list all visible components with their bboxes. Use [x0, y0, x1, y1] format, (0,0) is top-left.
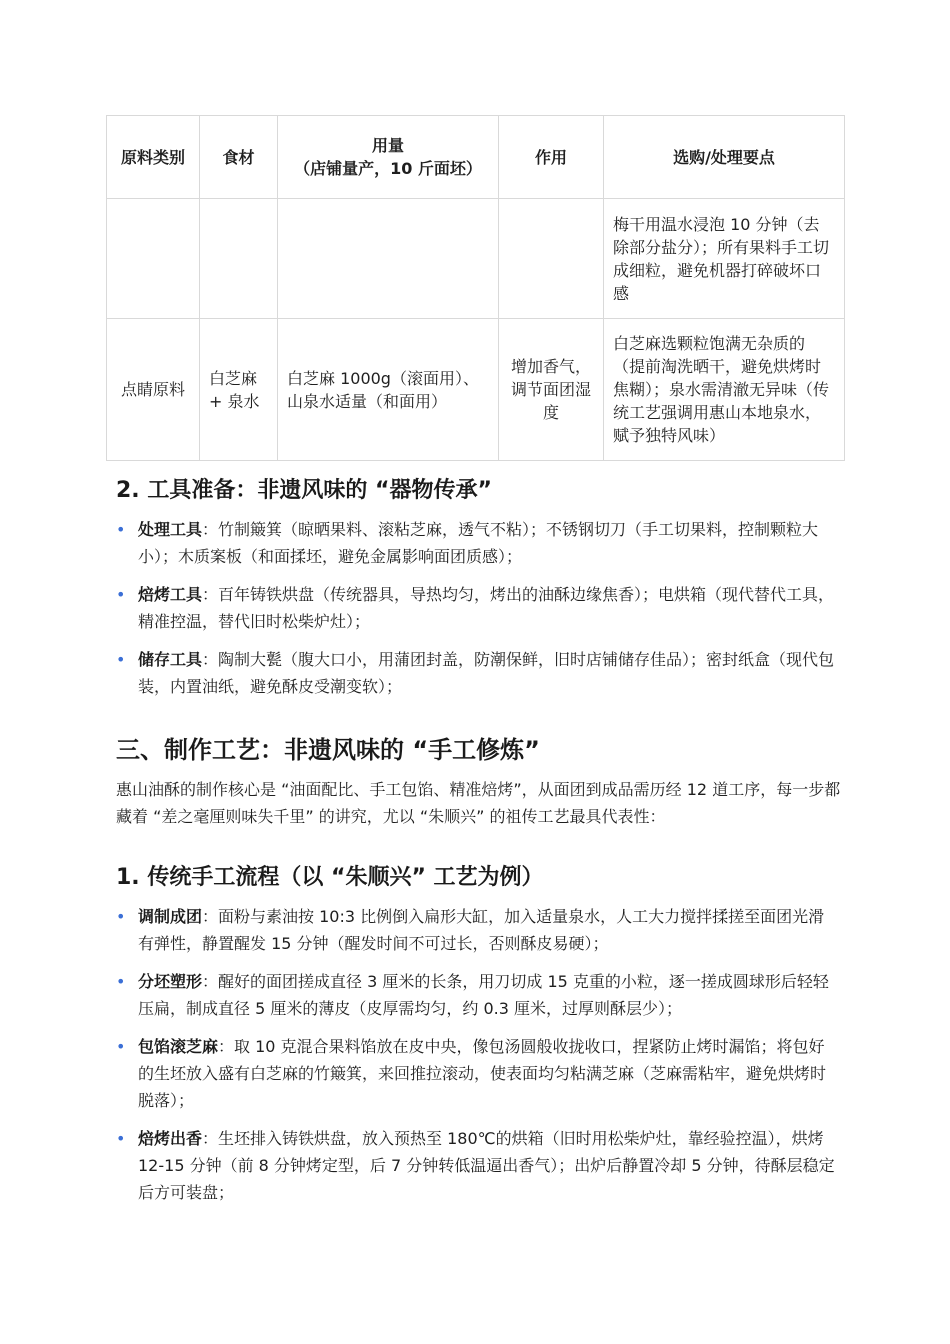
- item-text: ：面粉与素油按 10:3 比例倒入扁形大缸，加入适量泉水，人工大力搅拌揉搓至面团光滑有弹性，静置醒发 15 分钟（醒发时间不可过长，否则酥皮易硬）；: [138, 907, 825, 953]
- header-amount: [278, 116, 499, 199]
- ingredients-table: [106, 115, 845, 461]
- bullet-icon: •: [116, 1129, 126, 1148]
- list-item: [116, 1125, 836, 1206]
- table-row: [107, 319, 845, 461]
- list-item: [116, 581, 836, 635]
- item-label: 储存工具: [138, 650, 203, 669]
- item-text: ：百年铸铁烘盘（传统器具，导热均匀，烤出的油酥边缘焦香）；电烘箱（现代替代工具，精准控温，替代旧时松柴炉灶）；: [138, 585, 835, 631]
- table-cell: 白芝麻 + 泉水: [200, 319, 278, 461]
- bullet-icon: •: [116, 520, 126, 539]
- item-text: ：竹制簸箕（晾晒果料、滚粘芝麻，透气不粘）；不锈钢切刀（手工切果料，控制颗粒大小）；木质案板（和面揉坯，避免金属影响面团质感）；: [138, 520, 819, 566]
- process-list: [116, 903, 836, 1206]
- list-item: [116, 903, 836, 957]
- item-label: 包馅滚芝麻: [138, 1037, 219, 1056]
- table-header-row: [107, 116, 845, 199]
- item-text: ：取 10 克混合果料馅放在皮中央，像包汤圆般收拢收口，捏紧防止烤时漏馅；将包好的生坯放入盛有白芝麻的竹簸箕，来回推拉滚动，使表面均匀粘满芝麻（芝麻需粘牢，避免烘烤时脱落）；: [138, 1037, 827, 1110]
- bullet-icon: •: [116, 585, 126, 604]
- tools-list: [116, 516, 836, 700]
- item-text: ：醒好的面团搓成直径 3 厘米的长条，用刀切成 15 克重的小粒，逐一搓成圆球形后轻轻压扁，制成直径 5 厘米的薄皮（皮厚需均匀，约 0.3 厘米，过厚则酥层少）；: [138, 972, 829, 1018]
- section-title-process: 三、制作工艺：非遗风味的 “手工修炼”: [116, 736, 540, 764]
- header-category: 原料类别: [107, 116, 200, 199]
- bullet-icon: •: [116, 650, 126, 669]
- section-intro: 惠山油酥的制作核心是 “油面配比、手工包馅、精准焙烤”，从面团到成品需历经 12 道工序，每一步都藏着 “差之毫厘则味失千里” 的讲究，尤以 “朱顺兴” 的祖传工艺最具代表性：: [116, 780, 841, 826]
- table-row: [107, 199, 845, 319]
- header-tips: 选购/处理要点: [604, 116, 845, 199]
- table-cell: 梅干用温水浸泡 10 分钟（去除部分盐分）；所有果料手工切成细粒，避免机器打碎破坏口感: [604, 199, 845, 319]
- list-item: [116, 516, 836, 570]
- table-cell: 点睛原料: [107, 319, 200, 461]
- section-title-flow: 1. 传统手工流程（以 “朱顺兴” 工艺为例）: [116, 865, 544, 890]
- bullet-icon: •: [116, 972, 126, 991]
- item-label: 处理工具: [138, 520, 203, 539]
- header-ingredient: 食材: [200, 116, 278, 199]
- table-cell: [200, 199, 278, 319]
- item-label: 焙烤出香: [138, 1129, 203, 1148]
- list-item: [116, 968, 836, 1022]
- table-cell: [107, 199, 200, 319]
- bullet-icon: •: [116, 1037, 126, 1056]
- list-item: [116, 646, 836, 700]
- table-cell: 白芝麻 1000g（滚面用）、山泉水适量（和面用）: [278, 319, 499, 461]
- header-function: 作用: [499, 116, 604, 199]
- table-cell: [499, 199, 604, 319]
- bullet-icon: •: [116, 907, 126, 926]
- item-label: 分坯塑形: [138, 972, 203, 991]
- table-cell: [278, 199, 499, 319]
- section-title-tools: 2. 工具准备：非遗风味的 “器物传承”: [116, 478, 492, 503]
- table-cell: 增加香气，调节面团湿度: [499, 319, 604, 461]
- item-text: ：生坯排入铸铁烘盘，放入预热至 180℃的烘箱（旧时用松柴炉灶，靠经验控温），烘烤 12-15 分钟（前 8 分钟烤定型，后 7 分钟转低温逼出香气）；出炉后静置冷却 5 分钟，待酥层稳定后方可装盘；: [138, 1129, 835, 1202]
- item-label: 调制成团: [138, 907, 203, 926]
- table-cell: 白芝麻选颗粒饱满无杂质的（提前淘洗晒干，避免烘烤时焦糊）；泉水需清澈无异味（传统工艺强调用惠山本地泉水，赋予独特风味）: [604, 319, 845, 461]
- item-text: ：陶制大甏（腹大口小，用蒲团封盖，防潮保鲜，旧时店铺储存佳品）；密封纸盒（现代包装，内置油纸，避免酥皮受潮变软）；: [138, 650, 835, 696]
- header-amount-sub: （店铺量产，10 斤面坯）: [294, 159, 482, 178]
- item-label: 焙烤工具: [138, 585, 203, 604]
- header-amount-label: 用量: [371, 136, 404, 155]
- list-item: [116, 1033, 836, 1114]
